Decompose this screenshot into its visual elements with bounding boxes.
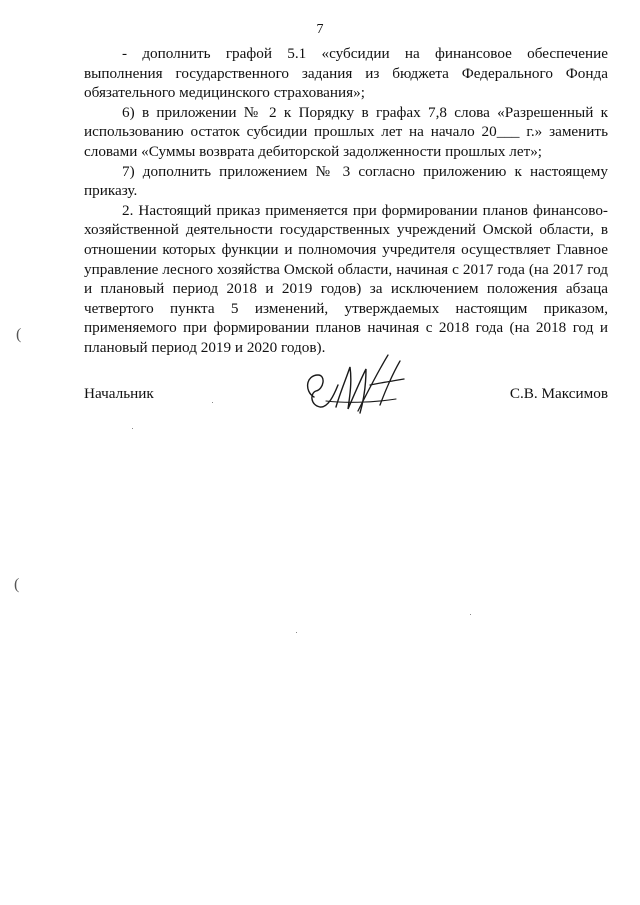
document-body	[84, 44, 608, 358]
scan-speck	[470, 614, 471, 615]
scan-speck	[132, 428, 133, 429]
margin-mark: (	[14, 576, 20, 593]
signatory-name: С.В. Максимов	[509, 385, 608, 402]
signatory-title: Начальник	[84, 385, 154, 402]
paragraph-item-7: 7) дополнить приложением № 3 согласно приложению к настоящему приказу.	[84, 162, 608, 200]
margin-mark: (	[16, 326, 22, 343]
paragraph-section-2: 2. Настоящий приказ применяется при формировании планов финансово-хозяйственной деятельности государственных учреждений Омской области, в отношении которых функции и полномочия учредителя осуществляет Главное управление лесного хозяйства Омской области, начиная с 2017 года (на 2017 год и плановый период 2018 и 2019 годов) за исключением положения абзаца четвертого пункта 5 изменений, утверждаемых настоящим приказом, применяемого при формировании планов начиная с 2018 года (на 2018 год и плановый период 2019 и 2020 годов).	[84, 201, 608, 356]
page-number: 7	[316, 22, 324, 37]
scan-speck	[212, 402, 213, 403]
handwritten-signature	[300, 345, 410, 425]
scan-speck	[296, 632, 297, 633]
paragraph-item-6: 6) в приложении № 2 к Порядку в графах 7,8 слова «Разрешенный к использованию остаток субсидии прошлых лет на начало 20___ г.» заменить словами «Суммы возврата дебиторской задолженности прошлых лет»;	[84, 103, 608, 160]
paragraph-add-column: - дополнить графой 5.1 «субсидии на финансовое обеспечение выполнения государственного задания из бюджета Федерального Фонда обязательного медицинского страхования»;	[84, 45, 608, 102]
